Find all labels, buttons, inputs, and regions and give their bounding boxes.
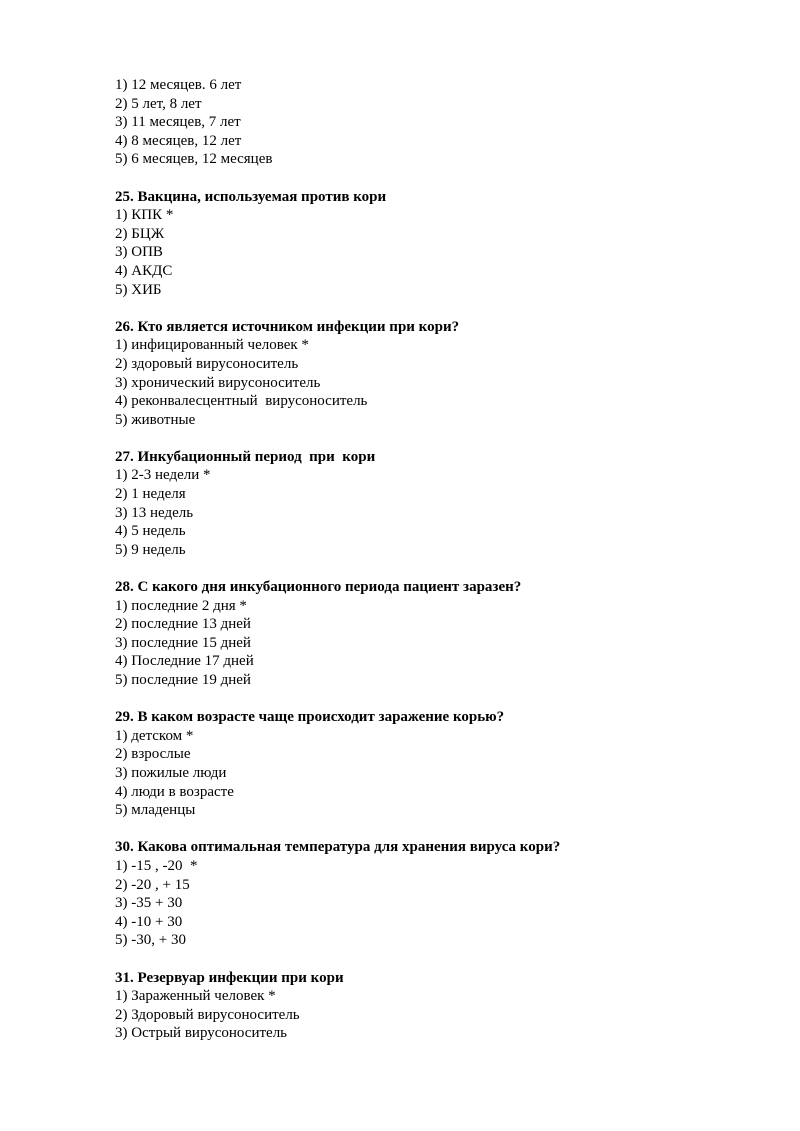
option: 2) 5 лет, 8 лет (115, 95, 202, 112)
option: 4) 5 недель (115, 523, 186, 540)
question-27 (115, 448, 735, 560)
option: 4) -10 + 30 (115, 913, 183, 930)
option: 5) животные (115, 411, 196, 428)
option: 2) здоровый вирусоноситель (115, 355, 299, 372)
spacer (115, 169, 735, 188)
option: 3) ОПВ (115, 244, 163, 261)
question-title: 28. С какого дня инкубационного периода пациент заразен? (115, 579, 522, 596)
question-28 (115, 578, 735, 690)
option: 5) ХИБ (115, 281, 162, 298)
option: 3) -35 + 30 (115, 895, 183, 912)
option: 1) последние 2 дня * (115, 597, 247, 614)
option: 3) последние 15 дней (115, 634, 251, 651)
question-29 (115, 708, 735, 820)
question-title: 30. Какова оптимальная температура для хранения вируса кори? (115, 839, 561, 856)
option: 1) детском * (115, 727, 194, 744)
spacer (115, 690, 735, 709)
question-title: 26. Кто является источником инфекции при кори? (115, 318, 460, 335)
question-title: 29. В каком возрасте чаще происходит заражение корью? (115, 709, 505, 726)
option: 3) 11 месяцев, 7 лет (115, 114, 241, 131)
option: 5) 9 недель (115, 541, 186, 558)
spacer (115, 559, 735, 578)
question-26 (115, 318, 735, 430)
option: 1) инфицированный человек * (115, 337, 309, 354)
question-title: 25. Вакцина, используемая против кори (115, 188, 387, 205)
option: 3) хронический вирусоноситель (115, 374, 321, 391)
question-31 (115, 969, 735, 1043)
option: 1) 12 месяцев. 6 лет (115, 77, 242, 93)
option: 4) люди в возрасте (115, 783, 234, 800)
option: 5) последние 19 дней (115, 672, 251, 688)
intro-option-list (115, 76, 735, 169)
question-30 (115, 838, 735, 950)
spacer (115, 299, 735, 318)
question-25 (115, 188, 735, 300)
option: 4) Последние 17 дней (115, 653, 254, 670)
spacer (115, 950, 735, 969)
option: 5) -30, + 30 (115, 932, 186, 949)
option: 4) АКДС (115, 262, 173, 279)
option: 2) Здоровый вирусоноситель (115, 1006, 300, 1023)
option: 3) Острый вирусоноситель (115, 1025, 288, 1042)
option: 1) 2-3 недели * (115, 467, 211, 484)
option: 4) реконвалесцентный вирусоноситель (115, 393, 368, 410)
question-title: 27. Инкубационный период при кори (115, 448, 376, 465)
option: 1) -15 , -20 * (115, 857, 198, 874)
option: 2) 1 неделя (115, 486, 186, 503)
option: 5) младенцы (115, 802, 196, 819)
document-page (115, 76, 735, 1043)
option: 2) -20 , + 15 (115, 876, 190, 893)
option: 2) последние 13 дней (115, 616, 251, 633)
option: 1) КПК * (115, 207, 174, 224)
spacer (115, 820, 735, 839)
spacer (115, 429, 735, 448)
option: 5) 6 месяцев, 12 месяцев (115, 151, 273, 168)
option: 2) БЦЖ (115, 225, 165, 242)
option: 1) Зараженный человек * (115, 988, 276, 1005)
option: 4) 8 месяцев, 12 лет (115, 132, 242, 149)
question-title: 31. Резервуар инфекции при кори (115, 969, 344, 986)
option: 2) взрослые (115, 746, 191, 763)
option: 3) 13 недель (115, 504, 194, 521)
option: 3) пожилые люди (115, 764, 227, 781)
